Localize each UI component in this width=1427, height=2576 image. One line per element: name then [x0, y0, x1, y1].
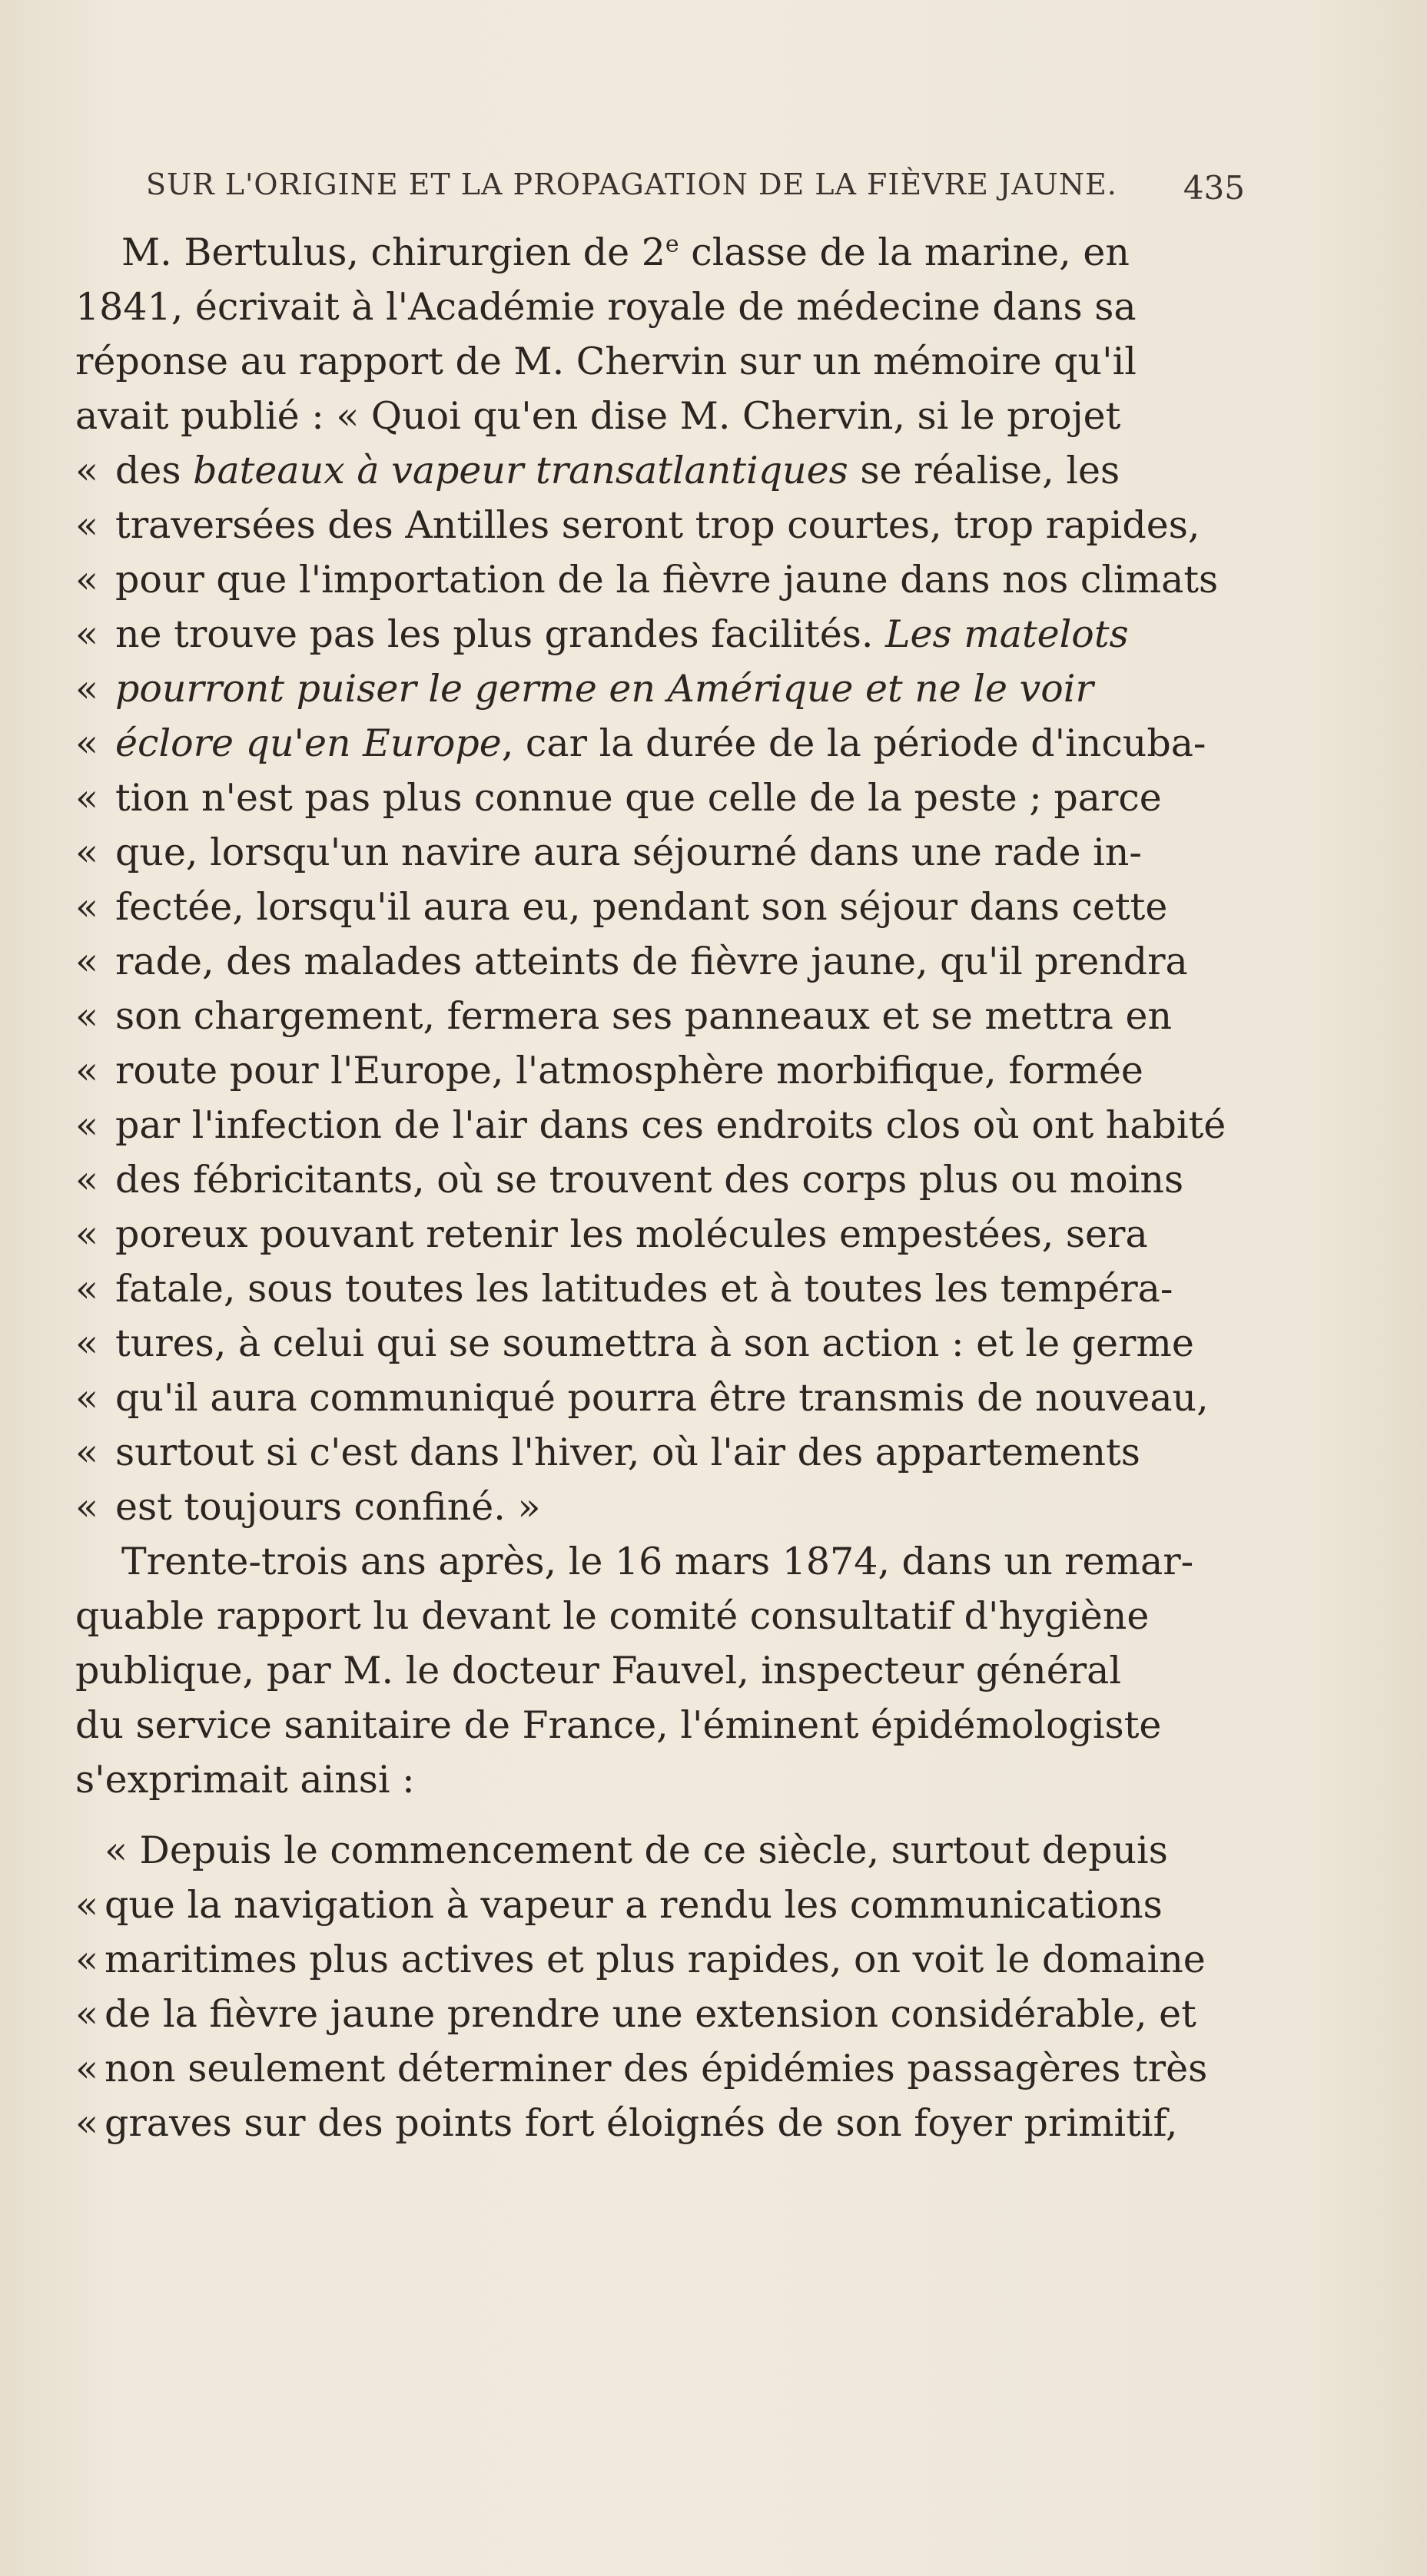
text-line: M. Bertulus, chirurgien de 2e classe de la marine, en	[121, 230, 1130, 274]
text-line: « poreux pouvant retenir les molécules empestées, sera	[75, 1212, 1148, 1256]
text-line: « tures, à celui qui se soumettra à son action : et le germe	[75, 1321, 1194, 1365]
text-line: quable rapport lu devant le comité consultatif d'hygiène	[75, 1594, 1150, 1638]
text-line: « qu'il aura communiqué pourra être transmis de nouveau,	[75, 1376, 1209, 1420]
text-line: « des bateaux à vapeur transatlantiques se réalise, les	[75, 449, 1120, 492]
text-line: « éclore qu'en Europe, car la durée de la période d'incuba-	[75, 721, 1206, 765]
text-line: « surtout si c'est dans l'hiver, où l'air des appartements	[75, 1431, 1140, 1474]
page-header	[146, 167, 1245, 206]
text-line: du service sanitaire de France, l'éminent épidémologiste	[75, 1703, 1162, 1747]
text-line: « que la navigation à vapeur a rendu les communications	[75, 1883, 1163, 1927]
text-line: « Depuis le commencement de ce siècle, surtout depuis	[105, 1828, 1168, 1872]
page-number: 435	[1183, 169, 1245, 207]
text-line: « de la fièvre jaune prendre une extension considérable, et	[75, 1992, 1196, 2036]
text-line: « son chargement, fermera ses panneaux et se mettra en	[75, 994, 1173, 1038]
text-line: réponse au rapport de M. Chervin sur un mémoire qu'il	[75, 340, 1137, 383]
running-head: SUR L'ORIGINE ET LA PROPAGATION DE LA FIÈVRE JAUNE.	[146, 167, 1117, 201]
text-line: « fectée, lorsqu'il aura eu, pendant son séjour dans cette	[75, 885, 1168, 929]
text-line: « maritimes plus actives et plus rapides, on voit le domaine	[75, 1938, 1206, 1981]
text-line: « graves sur des points fort éloignés de son foyer primitif,	[75, 2101, 1178, 2145]
text-line: « non seulement déterminer des épidémies passagères très	[75, 2047, 1208, 2090]
text-line: « que, lorsqu'un navire aura séjourné dans une rade in-	[75, 830, 1142, 874]
text-line: « pourront puiser le germe en Amérique et ne le voir	[75, 667, 1093, 711]
text-line: « route pour l'Europe, l'atmosphère morbifique, formée	[75, 1049, 1143, 1092]
text-line: « rade, des malades atteints de fièvre jaune, qu'il prendra	[75, 940, 1188, 983]
text-line: « ne trouve pas les plus grandes facilités. Les matelots	[75, 612, 1129, 656]
text-line: « traversées des Antilles seront trop courtes, trop rapides,	[75, 503, 1200, 547]
text-line: s'exprimait ainsi :	[75, 1758, 415, 1802]
text-line: publique, par M. le docteur Fauvel, inspecteur général	[75, 1649, 1122, 1692]
text-line: 1841, écrivait à l'Académie royale de médecine dans sa	[75, 285, 1137, 329]
text-line: « par l'infection de l'air dans ces endroits clos où ont habité	[75, 1103, 1226, 1147]
text-line: avait publié : « Quoi qu'en dise M. Chervin, si le projet	[75, 394, 1121, 438]
text-line: « fatale, sous toutes les latitudes et à toutes les tempéra-	[75, 1267, 1173, 1311]
text-line: « tion n'est pas plus connue que celle de la peste ; parce	[75, 776, 1162, 820]
text-line: Trente-trois ans après, le 16 mars 1874, dans un remar-	[121, 1540, 1194, 1583]
text-line: « pour que l'importation de la fièvre jaune dans nos climats	[75, 558, 1219, 602]
text-line: « des fébricitants, où se trouvent des corps plus ou moins	[75, 1158, 1184, 1202]
text-line: « est toujours confiné. »	[75, 1485, 541, 1529]
